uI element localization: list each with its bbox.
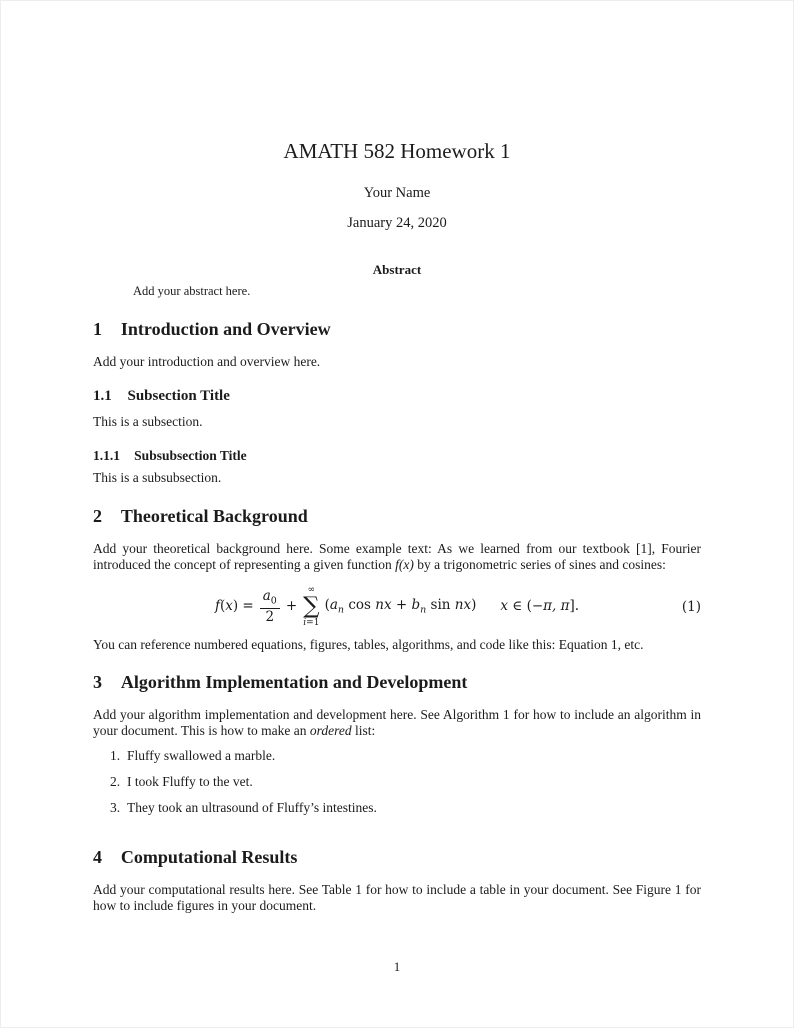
- equation-block: [93, 583, 701, 631]
- document-title: AMATH 582 Homework 1: [283, 139, 511, 163]
- math-token: b: [411, 596, 421, 613]
- list-item: [93, 774, 701, 790]
- math-token: x: [225, 598, 233, 615]
- section-2-text-before: Add your theoretical background here. Some example text: As we learned from our textbook [1], Fourier introduced the concept of representing a given function: [93, 541, 701, 572]
- list-item-text: They took an ultrasound of Fluffy’s intestines.: [127, 800, 377, 815]
- subsubsection-1-1-1-paragraph: This is a subsubsection.: [93, 470, 222, 485]
- math-token: sin: [426, 596, 455, 613]
- math-token: i: [303, 617, 307, 628]
- section-1-title: Introduction and Overview: [120, 319, 331, 339]
- math-token: ) =: [232, 598, 254, 615]
- author-name: Your Name: [363, 185, 431, 201]
- section-2-text-after: by a trigonometric series of sines and cosines:: [413, 557, 666, 572]
- subsubsection-1-1-1-title: Subsubsection Title: [134, 448, 247, 463]
- fraction-denominator: 2: [265, 608, 275, 625]
- subsection-1-1-paragraph: This is a subsection.: [93, 414, 203, 429]
- math-token: f: [214, 598, 220, 615]
- math-token: ].: [569, 598, 580, 615]
- abstract-heading: Abstract: [372, 262, 422, 277]
- section-2-heading: [93, 507, 701, 527]
- summation-lower-limit: [303, 619, 319, 628]
- equation-domain-condition: [500, 600, 579, 614]
- section-2-reference-note: You can reference numbered equations, figures, tables, algorithms, and code like this: Equation 1, etc.: [93, 637, 644, 652]
- sigma-icon: ∑: [303, 593, 320, 620]
- section-2-title: Theoretical Background: [120, 506, 308, 526]
- section-4-title: Computational Results: [120, 847, 298, 867]
- math-token: −π, π: [531, 598, 570, 615]
- section-1-paragraph: Add your introduction and overview here.: [93, 354, 321, 369]
- math-token: cos: [344, 596, 376, 613]
- math-token: ∈ (: [508, 598, 532, 615]
- ordered-list: [93, 748, 701, 826]
- math-token: (: [324, 596, 330, 613]
- list-item-text: Fluffy swallowed a marble.: [127, 748, 276, 763]
- equation-number: (1): [681, 599, 701, 615]
- page-number: 1: [393, 959, 401, 974]
- subsubsection-1-1-1-heading: [93, 449, 701, 464]
- section-2-number: 2: [93, 506, 102, 526]
- math-subscript: n: [420, 604, 427, 616]
- subsection-1-1-title: Subsection Title: [127, 388, 230, 404]
- section-3-text-before: Add your algorithm implementation and development here. See Algorithm 1 for how to include an algorithm in your document. This is how to make an: [93, 707, 701, 738]
- math-token: ): [471, 596, 477, 613]
- math-token: a: [329, 596, 338, 613]
- section-3-paragraph: [93, 707, 701, 739]
- math-token: +: [391, 596, 412, 613]
- section-4-heading: [93, 848, 701, 868]
- equation-lhs: [215, 600, 254, 614]
- emphasized-word: ordered: [309, 723, 352, 738]
- plus-operator: +: [285, 598, 298, 615]
- section-1-number: 1: [93, 319, 102, 339]
- summation-upper-limit: ∞: [307, 585, 316, 596]
- inline-math-fx: f(x): [395, 557, 414, 572]
- section-4-number: 4: [93, 847, 102, 867]
- section-3-text-after: list:: [351, 723, 376, 738]
- equation-series-term: [324, 596, 477, 616]
- list-item-number: 1.: [110, 748, 121, 763]
- list-item-number: 2.: [110, 774, 121, 789]
- section-2-paragraph: [93, 541, 701, 573]
- subsection-1-1-heading: [93, 388, 701, 405]
- section-1-heading: [93, 320, 701, 340]
- math-token: a: [262, 587, 271, 604]
- list-item: [93, 800, 701, 816]
- section-3-title: Algorithm Implementation and Development: [120, 672, 468, 692]
- section-3-heading: [93, 673, 701, 693]
- section-4-paragraph: Add your computational results here. See Table 1 for how to include a table in your document. See Figure 1 for how to include figures in your document.: [93, 882, 701, 913]
- list-item-text: I took Fluffy to the vet.: [127, 774, 253, 789]
- math-subscript: 0: [270, 595, 277, 607]
- subsection-1-1-number: 1.1: [93, 388, 112, 404]
- fourier-series-equation: [215, 586, 579, 628]
- document-date: January 24, 2020: [347, 215, 447, 231]
- list-item-number: 3.: [110, 800, 121, 815]
- summation-symbol: [303, 586, 319, 628]
- math-token: =1: [306, 617, 320, 628]
- fraction-numerator: [260, 587, 280, 609]
- section-3-number: 3: [93, 672, 102, 692]
- math-subscript: n: [337, 604, 345, 616]
- math-token: (: [219, 598, 226, 615]
- math-token: nx: [454, 596, 472, 613]
- subsubsection-1-1-1-number: 1.1.1: [93, 448, 120, 463]
- fraction-a0-over-2: [260, 587, 280, 625]
- abstract-text: Add your abstract here.: [133, 284, 251, 298]
- math-token: nx: [375, 596, 392, 613]
- math-token: x: [500, 598, 508, 615]
- list-item: [93, 748, 701, 764]
